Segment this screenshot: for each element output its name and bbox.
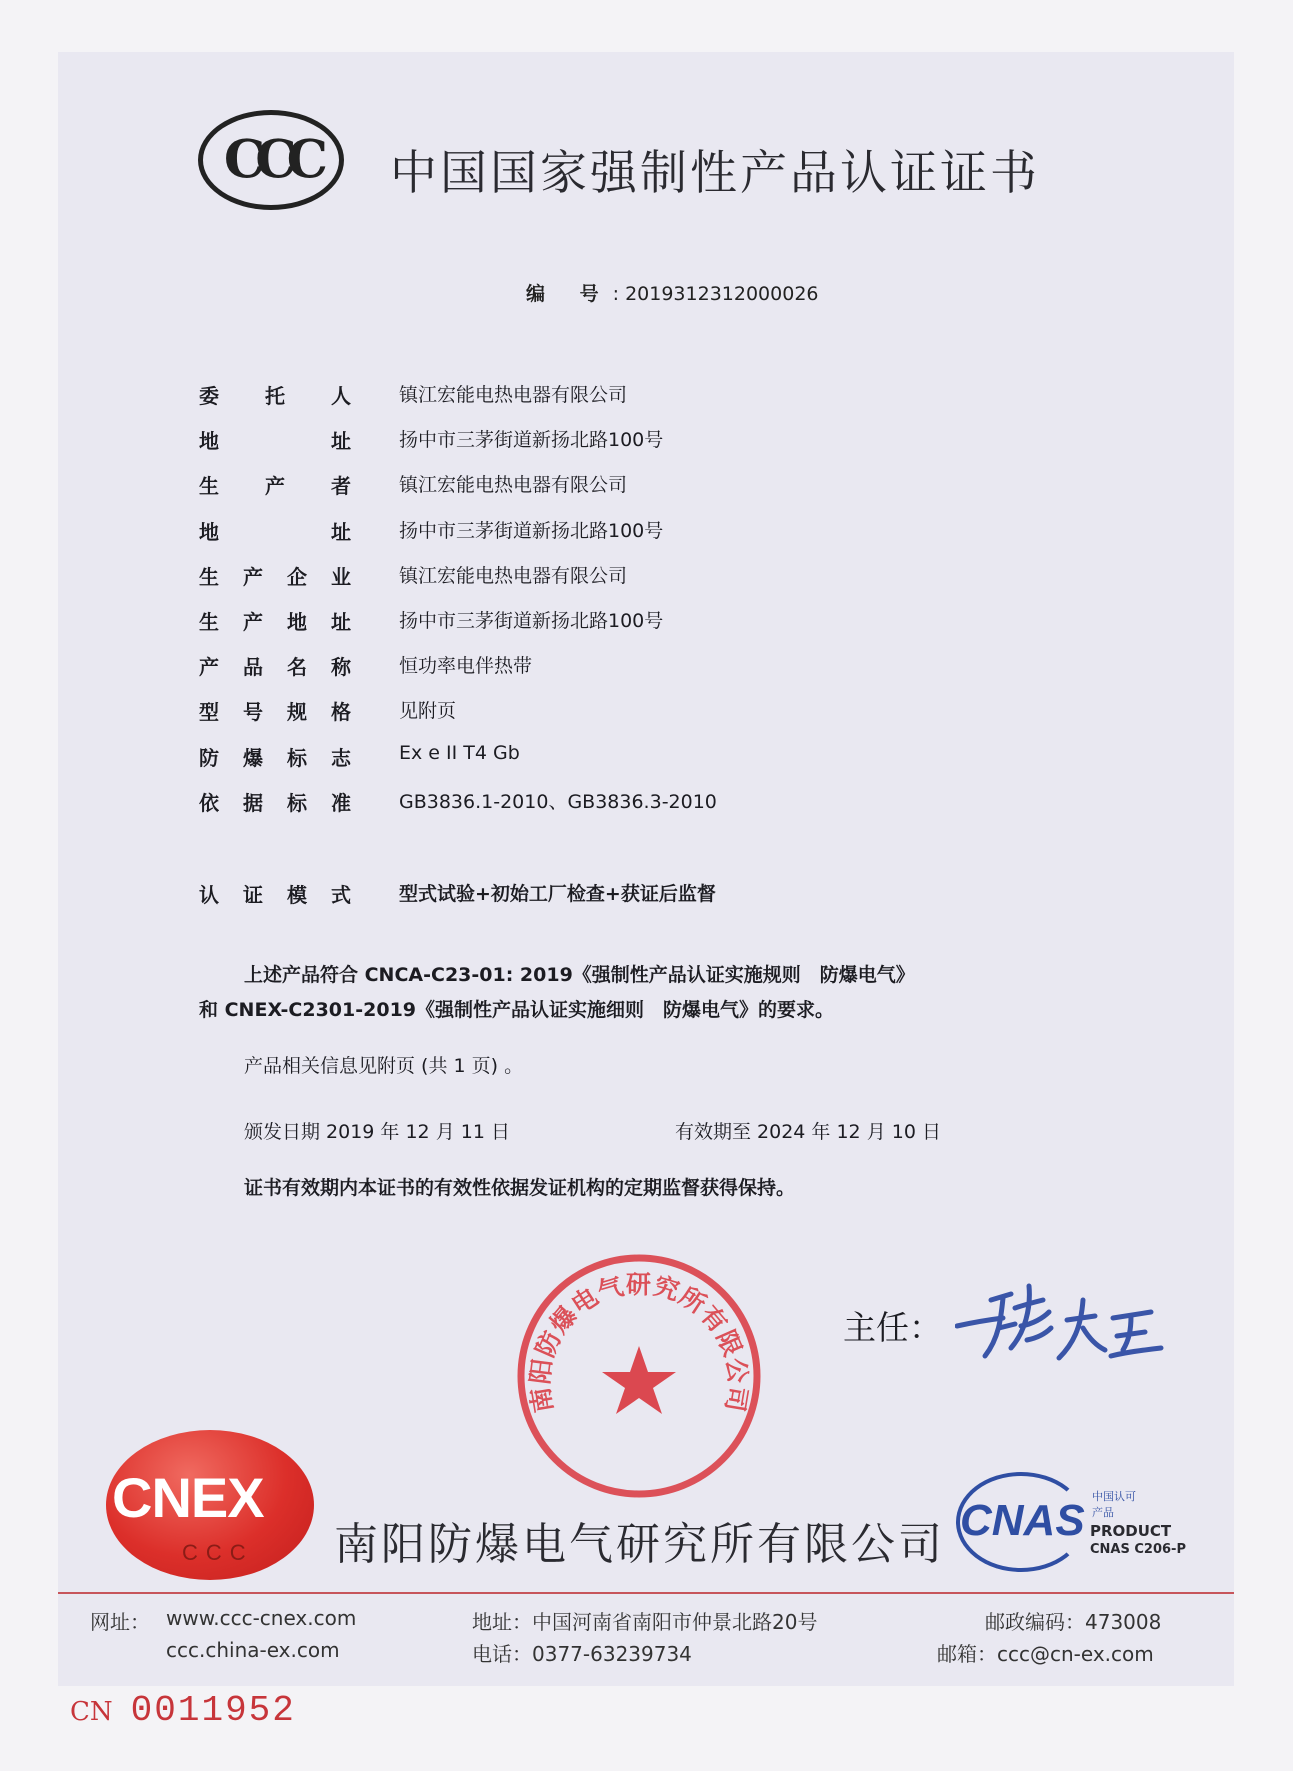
field-value: 扬中市三茅街道新扬北路100号 [399,429,664,452]
statement-line-2: 和 CNEX-C2301-2019《强制性产品认证实施细则 防爆电气》的要求。 [199,999,835,1021]
website-link-1[interactable]: www.ccc-cnex.com [166,1606,357,1630]
statement-line-1: 上述产品符合 CNCA-C23-01: 2019《强制性产品认证实施规则 防爆电气》 [244,964,915,986]
field-value: Ex e II T4 Gb [399,741,520,764]
field-label: 地址 [199,429,351,454]
field-value: 镇江宏能电热电器有限公司 [399,384,628,406]
field-value: 见附页 [399,700,457,723]
field-label: 地址 [199,519,351,544]
field-value: 扬中市三茅街道新扬北路100号 [399,609,664,632]
footer-divider [58,1592,1234,1594]
field-label: 委托人 [199,384,351,408]
serial-number [70,1690,296,1731]
certificate-number-label: 编 号 [526,283,613,305]
certificate-number: 编 号: 2019312312000026 [526,283,819,305]
ccc-logo-icon: CCC [198,110,344,210]
field-label: 产品名称 [199,655,351,680]
certification-mode-value: 型式试验+初始工厂检查+获证后监督 [399,883,716,905]
serial-value: 0011952 [130,1690,296,1731]
cnas-logo-icon: CNAS 中国认可 产品 PRODUCT CNAS C206-P [956,1472,1196,1572]
postcode: 邮政编码：473008 [985,1610,1162,1634]
field-label: 生产企业 [199,564,351,589]
issue-date: 颁发日期 2019 年 12 月 11 日 [244,1121,510,1143]
director-signature [955,1278,1165,1368]
field-value: 扬中市三茅街道新扬北路100号 [399,519,664,542]
attachment-note: 产品相关信息见附页 (共 1 页) 。 [244,1055,524,1077]
field-label: 防爆标志 [199,745,351,770]
field-value: 恒功率电伴热带 [399,655,533,678]
field-label: 生产地址 [199,609,351,634]
field-value: 镇江宏能电热电器有限公司 [399,564,628,587]
email-link[interactable]: 邮箱：ccc@cn-ex.com [937,1642,1154,1666]
organization-name: 南阳防爆电气研究所有限公司 [334,1519,945,1570]
serial-prefix: CN [70,1697,113,1727]
certificate-title: 中国国家强制性产品认证证书 [390,146,1040,201]
certification-mode-label: 认证模式 [199,883,351,907]
official-seal-icon [515,1252,763,1500]
valid-until: 有效期至 2024 年 12 月 10 日 [675,1121,941,1143]
address: 地址：中国河南省南阳市仲景北路20号 [472,1610,818,1634]
field-value: 镇江宏能电热电器有限公司 [399,474,628,497]
field-value: GB3836.1-2010、GB3836.3-2010 [399,790,717,813]
phone: 电话：0377-63239734 [472,1642,692,1666]
website-link-2[interactable]: ccc.china-ex.com [166,1638,340,1662]
field-label: 依据标准 [199,790,351,815]
cnex-logo-icon: CNEX CCC [106,1430,314,1580]
director-label: 主任： [843,1308,942,1347]
validity-note: 证书有效期内本证书的有效性依据发证机构的定期监督获得保持。 [244,1177,796,1199]
seal-text: 南阳防爆电气研究所有限公司 [525,1270,753,1415]
field-label: 型号规格 [199,700,351,725]
field-label: 生产者 [199,474,351,499]
website-label: 网址： [90,1610,150,1634]
certificate-number-value: 2019312312000026 [625,283,819,305]
